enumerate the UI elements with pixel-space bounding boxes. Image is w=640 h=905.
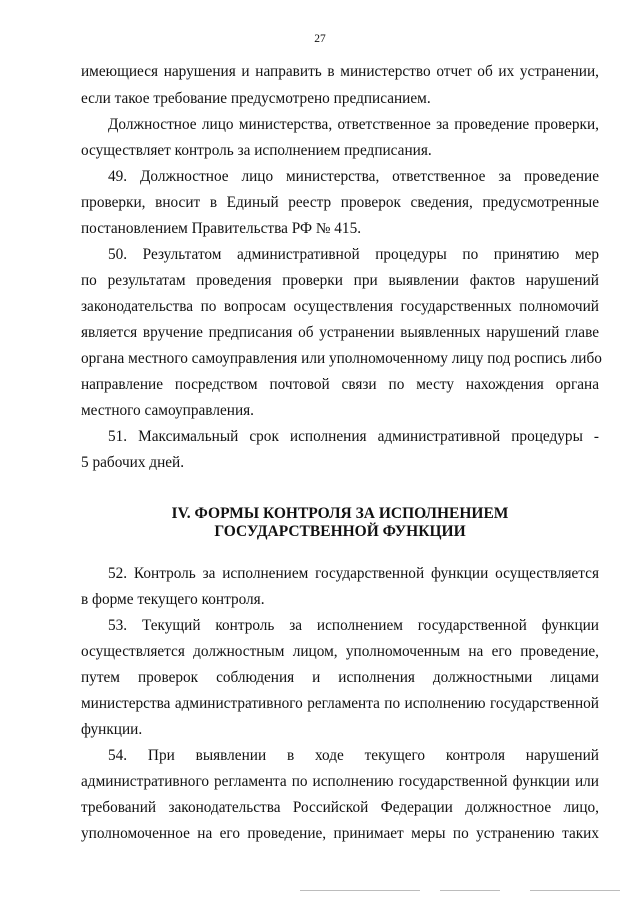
text-line: по результатам проведения проверки при выявлении фактов нарушений bbox=[81, 272, 599, 289]
text-line: осуществляет контроль за исполнением предписания. bbox=[81, 142, 432, 159]
text-line: является вручение предписания об устранении выявленных нарушений главе bbox=[81, 324, 599, 341]
text-line: путем проверок соблюдения и исполнения должностными лицами bbox=[81, 669, 599, 686]
text-line: 49. Должностное лицо министерства, ответственное за проведение bbox=[108, 168, 599, 185]
text-line: Должностное лицо министерства, ответственное за проведение проверки, bbox=[108, 116, 599, 133]
text-line: 51. Максимальный срок исполнения административной процедуры - bbox=[108, 428, 599, 445]
text-line: проверки, вносит в Единый реестр проверок сведения, предусмотренные bbox=[81, 194, 599, 211]
text-line: 52. Контроль за исполнением государственной функции осуществляется bbox=[108, 565, 599, 582]
text-line: министерства административного регламента по исполнению государственной bbox=[81, 695, 599, 712]
text-line: 54. При выявлении в ходе текущего контроля нарушений bbox=[108, 747, 599, 764]
text-line: местного самоуправления. bbox=[81, 402, 254, 419]
text-line: органа местного самоуправления или уполномоченному лицу под роспись либо bbox=[81, 350, 602, 367]
section-heading-line-1: IV. ФОРМЫ КОНТРОЛЯ ЗА ИСПОЛНЕНИЕМ bbox=[171, 505, 509, 522]
text-line: законодательства по вопросам осуществления государственных полномочий bbox=[81, 298, 599, 315]
page-number: 27 bbox=[314, 33, 326, 45]
text-line: требований законодательства Российской Федерации должностное лицо, bbox=[81, 799, 599, 816]
text-line: направление посредством почтовой связи по месту нахождения органа bbox=[81, 376, 599, 393]
text-line: постановлением Правительства РФ № 415. bbox=[81, 220, 362, 237]
scan-artifact bbox=[300, 887, 630, 895]
text-line: административного регламента по исполнению государственной функции или bbox=[81, 773, 599, 790]
text-line: если такое требование предусмотрено предписанием. bbox=[81, 90, 431, 107]
text-line: 5 рабочих дней. bbox=[81, 454, 185, 471]
text-line: 50. Результатом административной процедуры по принятию мер bbox=[108, 246, 599, 263]
text-line: осуществляется должностным лицом, уполномоченным на его проведение, bbox=[81, 643, 599, 660]
text-line: функции. bbox=[81, 721, 143, 738]
text-line: 53. Текущий контроль за исполнением государственной функции bbox=[108, 617, 599, 634]
section-heading-line-2: ГОСУДАРСТВЕННОЙ ФУНКЦИИ bbox=[214, 523, 466, 540]
text-line: в форме текущего контроля. bbox=[81, 591, 265, 608]
text-line: имеющиеся нарушения и направить в министерство отчет об их устранении, bbox=[81, 63, 599, 80]
text-line: уполномоченное на его проведение, принимает меры по устранению таких bbox=[81, 825, 599, 842]
